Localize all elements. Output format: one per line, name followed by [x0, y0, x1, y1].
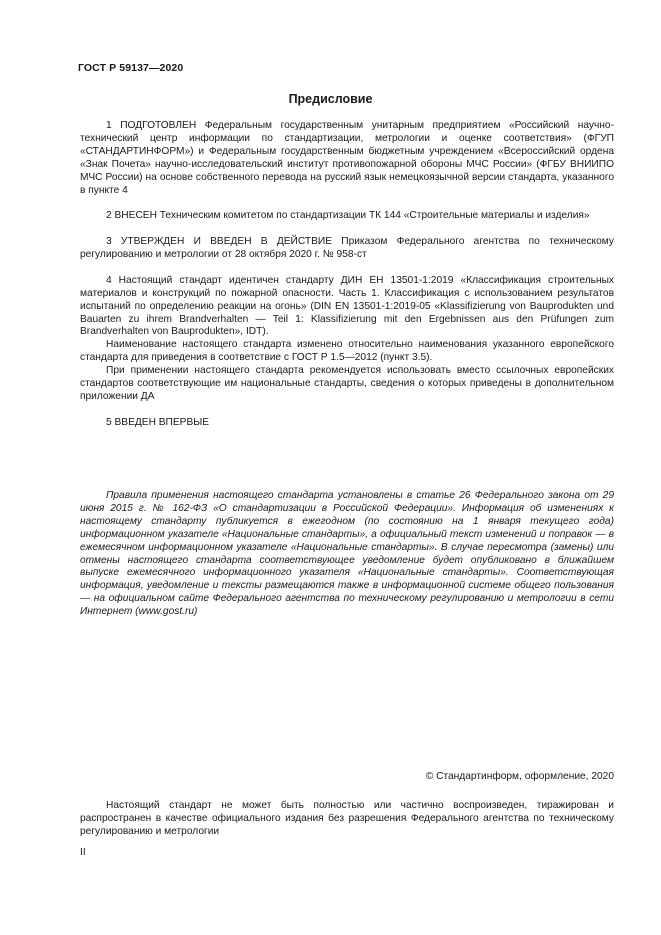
foreword-item-4: 4 Настоящий стандарт идентичен стандарту ДИН ЕН 13501-1:2019 «Классификация строительных материалов и конструкций по пожарной опасности. Часть 1. Классификация с использованием результатов испытаний по определению реакции на огонь» (DIN EN 13501-1:2019-05 «Klassifizierung von Bauprodukten und Bauarten zu ihrem Brandverhalten — Teil 1: Klassifizierung mit den Ergebnissen aus den Prüfungen zum Brandverhalten von Bauprodukten», IDT). — [80, 274, 614, 338]
standard-code: ГОСТ Р 59137—2020 — [78, 62, 184, 74]
application-rules-notice — [80, 490, 614, 619]
rights-statement — [80, 800, 614, 839]
rights-text: Настоящий стандарт не может быть полностью или частично воспроизведен, тиражирован и распространен в качестве официального издания без разрешения Федерального агентства по техническому регулированию и метрологии — [80, 800, 614, 837]
notice-text: Правила применения настоящего стандарта установлены в статье 26 Федерального закона от 29 июня 2015 г. № 162-ФЗ «О стандартизации в Российской Федерации». Информация об изменениях к настоящему стандарту публикуется в ежегодном (по состоянию на 1 января текущего года) информационном указателе «Национальные стандарты», а официальный текст изменений и поправок — в ежемесячном информационном указателе «Национальные стандарты». В случае пересмотра (замены) или отмены настоящего стандарта соответствующее уведомление будет опубликовано в ближайшем выпуске ежемесячного информационного указателя «Национальные стандарты». Соответствующая информация, уведомление и тексты размещаются также в информационной системе общего пользования — на официальном сайте Федерального агентства по техническому регулированию и метрологии в сети Интернет (www.gost.ru) — [80, 490, 614, 618]
foreword-item-5: 5 ВВЕДЕН ВПЕРВЫЕ — [106, 416, 210, 428]
copyright-line: © Стандартинформ, оформление, 2020 — [425, 771, 614, 782]
foreword-item-2: 2 ВНЕСЕН Техническим комитетом по стандартизации ТК 144 «Строительные материалы и изделия» — [106, 210, 590, 222]
foreword-item-4-note-name: Наименование настоящего стандарта изменено относительно наименования указанного европейского стандарта для приведения в соответствие с ГОСТ Р 1.5—2012 (пункт 3.5). — [80, 339, 614, 364]
foreword-item-3: 3 УТВЕРЖДЕН И ВВЕДЕН В ДЕЙСТВИЕ Приказом Федерального агентства по техническому регулированию и метрологии от 28 октября 2020 г. № 958-ст — [80, 236, 614, 261]
foreword-item-1: 1 ПОДГОТОВЛЕН Федеральным государственным унитарным предприятием «Российский научно-технический центр информации по стандартизации, метрологии и оценке соответствия» (ФГУП «СТАНДАРТИНФОРМ») и Федеральным государственным бюджетным учреждением «Всероссийский ордена «Знак Почета» научно-исследовательский институт противопожарной обороны МЧС России» (ФГБУ ВНИИПО МЧС России) на основе собственного перевода на русский язык немецкоязычной версии стандарта, указанного в пункте 4 — [80, 120, 614, 196]
foreword-body — [80, 120, 614, 430]
page-number: II — [80, 847, 86, 858]
foreword-item-4-note-refs: При применении настоящего стандарта рекомендуется использовать вместо ссылочных европейских стандартов соответствующие им национальные стандарты, сведения о которых приведены в дополнительном приложении ДА — [80, 365, 614, 402]
page-title: Предисловие — [288, 92, 373, 106]
